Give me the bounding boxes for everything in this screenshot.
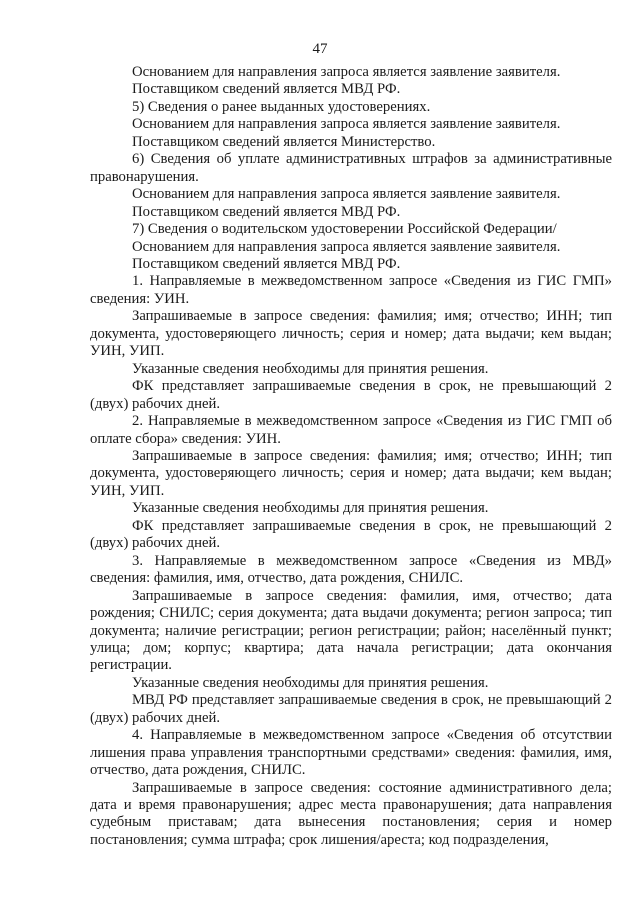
paragraph: 4. Направляемые в межведомственном запросе «Сведения об отсутствии лишения права управления транспортными средствами» сведения: фамилия, имя, отчество, дата рождения, СНИЛС. xyxy=(90,727,612,779)
paragraph: Поставщиком сведений является Министерство. xyxy=(132,133,436,150)
paragraph: МВД РФ представляет запрашиваемые сведения в срок, не превышающий 2 (двух) рабочих дней. xyxy=(90,692,612,726)
paragraph: Запрашиваемые в запросе сведения: состояние административного дела; дата и время правонарушения; адрес места правонарушения; дата направления судебным приставам; дата вынесения постановления; серия и номер постановления; сумма штрафа; срок лишения/ареста; код подразделения, xyxy=(90,779,612,848)
page-number: 47 xyxy=(312,41,328,57)
paragraph: Основанием для направления запроса является заявление заявителя. xyxy=(132,64,561,80)
paragraph: Указанные сведения необходимы для принятия решения. xyxy=(132,360,489,377)
paragraph: ФК представляет запрашиваемые сведения в срок, не превышающий 2 (двух) рабочих дней. xyxy=(90,378,612,412)
paragraph: 1. Направляемые в межведомственном запросе «Сведения из ГИС ГМП» сведения: УИН. xyxy=(90,273,612,307)
paragraph: Запрашиваемые в запросе сведения: фамилия; имя; отчество; ИНН; тип документа, удостоверяющего личность; серия и номер; дата выдачи; кем выдан; УИН, УИП. xyxy=(90,447,612,499)
paragraph: 3. Направляемые в межведомственном запросе «Сведения из МВД» сведения: фамилия, имя, отчество, дата рождения, СНИЛС. xyxy=(90,552,612,587)
paragraph: ФК представляет запрашиваемые сведения в срок, не превышающий 2 (двух) рабочих дней. xyxy=(90,517,612,552)
paragraph: 5) Сведения о ранее выданных удостоверениях. xyxy=(132,98,431,115)
paragraph: 2. Направляемые в межведомственном запросе «Сведения из ГИС ГМП об оплате сбора» сведения: УИН. xyxy=(90,413,612,447)
paragraph: Поставщиком сведений является МВД РФ. xyxy=(132,81,401,98)
paragraph: Указанные сведения необходимы для принятия решения. xyxy=(132,674,489,691)
paragraph: 6) Сведения об уплате административных штрафов за административные правонарушения. xyxy=(90,151,612,185)
paragraph: Поставщиком сведений является МВД РФ. xyxy=(132,255,401,272)
paragraph: Основанием для направления запроса является заявление заявителя. xyxy=(132,238,561,255)
paragraph: Основанием для направления запроса является заявление заявителя. xyxy=(132,116,561,133)
document-body xyxy=(90,64,612,849)
paragraph: Основанием для направления запроса является заявление заявителя. xyxy=(132,186,561,203)
paragraph: Запрашиваемые в запросе сведения: фамилия, имя, отчество; дата рождения; СНИЛС; серия документа; дата выдачи документа; регион запроса; тип документа; наличие регистрации; регион регистрации; район; населённый пункт; улица; дом; корпус; квартира; дата начала регистрации; дата окончания регистрации. xyxy=(90,587,612,674)
paragraph: Поставщиком сведений является МВД РФ. xyxy=(132,203,401,220)
paragraph: Запрашиваемые в запросе сведения: фамилия; имя; отчество; ИНН; тип документа, удостоверяющего личность; серия и номер; дата выдачи; кем выдан; УИН, УИП. xyxy=(90,308,612,360)
paragraph: 7) Сведения о водительском удостоверении Российской Федерации/ xyxy=(132,221,557,238)
paragraph: Указанные сведения необходимы для принятия решения. xyxy=(132,500,489,517)
